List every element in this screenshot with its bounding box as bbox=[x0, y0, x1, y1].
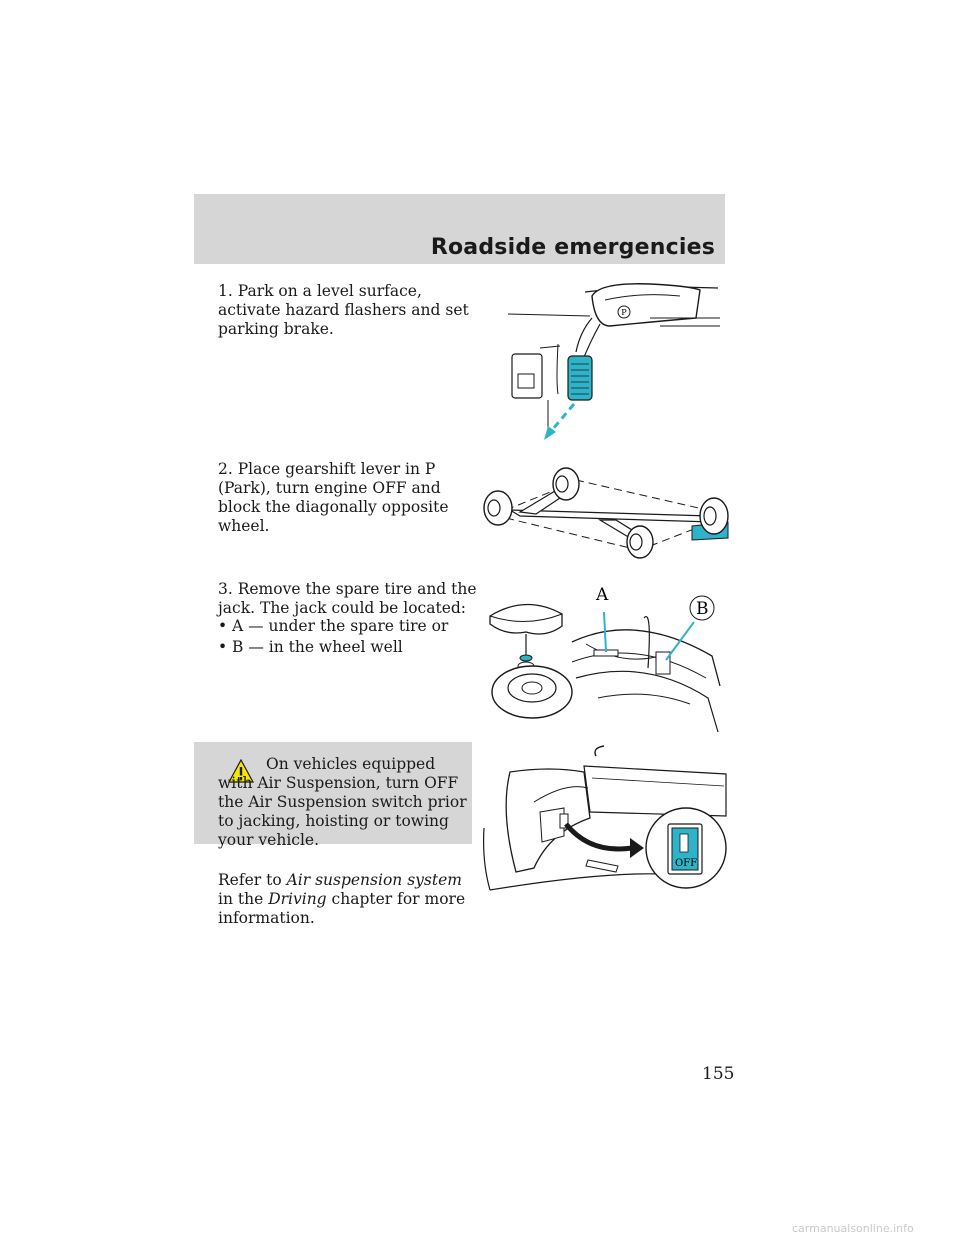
refer-prefix: Refer to bbox=[218, 871, 287, 889]
off-label: OFF bbox=[674, 858, 698, 869]
step-3-text: 3. Remove the spare tire and the jack. The jack could be located: bbox=[218, 580, 477, 617]
parking-brake-figure bbox=[500, 282, 726, 442]
bullet-dot: • bbox=[218, 638, 228, 656]
bullet-b bbox=[218, 638, 403, 657]
page-number: 155 bbox=[702, 1064, 735, 1084]
warning-text-content: On vehicles equipped with Air Suspension, turn OFF the Air Suspension switch prior to jacking, hoisting or towing your vehicle. bbox=[218, 755, 467, 849]
label-b: B bbox=[696, 599, 709, 619]
refer-chapter: Driving bbox=[268, 890, 327, 908]
bullet-a bbox=[218, 617, 448, 636]
refer-topic: Air suspension system bbox=[286, 871, 462, 889]
warning-box bbox=[194, 742, 472, 849]
air-suspension-switch-figure bbox=[480, 742, 730, 892]
section-title: Roadside emergencies bbox=[430, 235, 715, 260]
refer-suffix: chapter for more information. bbox=[218, 890, 466, 927]
spare-tire-jack-figure bbox=[486, 578, 730, 734]
bullet-b-text: B — in the wheel well bbox=[232, 638, 403, 656]
brake-p-symbol: P bbox=[621, 308, 627, 317]
refer-text bbox=[218, 871, 480, 928]
bullet-a-text: A — under the spare tire or bbox=[232, 617, 449, 635]
wheel-block-figure bbox=[480, 460, 730, 560]
watermark[interactable]: carmanualsonline.info bbox=[792, 1222, 914, 1235]
section-header bbox=[194, 194, 725, 264]
refer-mid: in the bbox=[218, 890, 269, 908]
bullet-dot: • bbox=[218, 617, 228, 635]
label-a: A bbox=[596, 585, 609, 605]
warning-text bbox=[218, 755, 468, 850]
step-1-text: 1. Park on a level surface, activate hazard flashers and set parking brake. bbox=[218, 282, 469, 338]
step-2-text: 2. Place gearshift lever in P (Park), turn engine OFF and block the diagonally opposite wheel. bbox=[218, 460, 449, 535]
